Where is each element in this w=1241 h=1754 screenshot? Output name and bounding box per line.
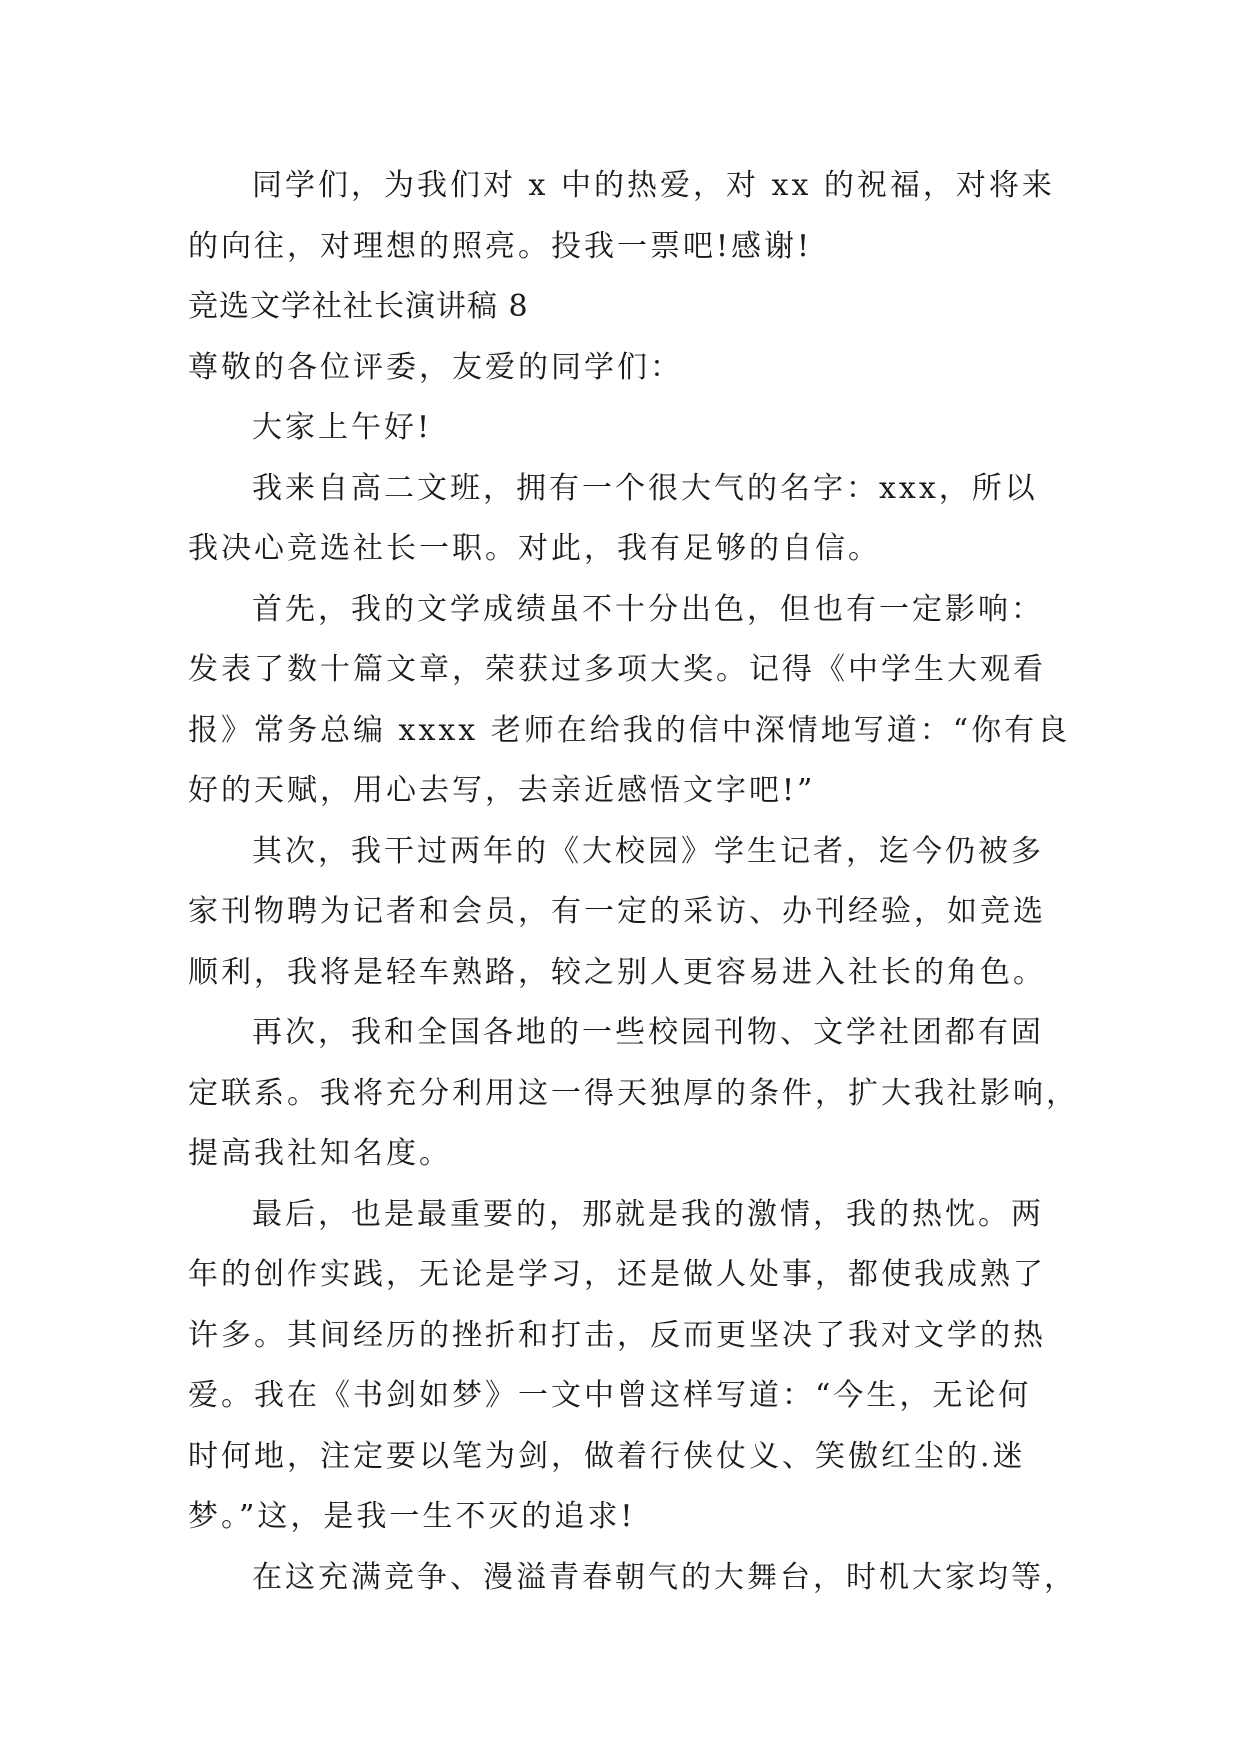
text-line: 尊敬的各位评委，友爱的同学们：	[188, 349, 683, 385]
text-line: 的向往，对理想的照亮。投我一票吧!感谢!	[188, 228, 813, 264]
text-line: 发表了数十篇文章，荣获过多项大奖。记得《中学生大观看	[188, 652, 1046, 687]
text-line: 在这充满竞争、漫溢青春朝气的大舞台，时机大家均等，	[252, 1559, 1077, 1595]
text-line: 爱。我在《书剑如梦》一文中曾这样写道：“今生，无论何	[188, 1378, 1032, 1413]
text-line: 首先，我的文学成绩虽不十分出色，但也有一定影响：	[252, 591, 1044, 627]
text-line: 我来自高二文班，拥有一个很大气的名字：xxx，所以	[252, 470, 1038, 506]
section-heading: 竞选文学社社长演讲稿 8	[188, 289, 529, 324]
text-line: 同学们，为我们对 x 中的热爱，对 xx 的祝福，对将来	[252, 168, 1055, 203]
text-line: 大家上午好!	[252, 410, 433, 445]
text-line: 我决心竞选社长一职。对此，我有足够的自信。	[188, 531, 881, 566]
text-line: 最后，也是最重要的，那就是我的激情，我的热忱。两	[252, 1196, 1044, 1232]
text-line: 许多。其间经历的挫折和打击，反而更坚决了我对文学的热	[188, 1317, 1046, 1353]
text-line: 报》常务总编 xxxx 老师在给我的信中深情地写道：“你有良	[188, 712, 1071, 748]
document-body	[188, 156, 1079, 1608]
text-line: 顺利，我将是轻车熟路，较之别人更容易进入社长的角色。	[188, 954, 1046, 990]
text-line: 再次，我和全国各地的一些校园刊物、文学社团都有固	[252, 1015, 1044, 1050]
text-line: 定联系。我将充分利用这一得天独厚的条件，扩大我社影响，	[188, 1075, 1079, 1111]
text-line: 提高我社知名度。	[188, 1136, 452, 1171]
text-line: 好的天赋，用心去写，去亲近感悟文字吧!”	[188, 773, 816, 808]
text-line: 时何地，注定要以笔为剑，做着行侠仗义、笑傲红尘的.迷	[188, 1438, 1026, 1474]
text-line: 家刊物聘为记者和会员，有一定的采访、办刊经验，如竞选	[188, 894, 1046, 929]
text-line: 其次，我干过两年的《大校园》学生记者，迄今仍被多	[252, 833, 1044, 869]
text-line: 年的创作实践，无论是学习，还是做人处事，都使我成熟了	[188, 1257, 1046, 1292]
text-line: 梦。”这，是我一生不灭的追求!	[188, 1499, 636, 1534]
